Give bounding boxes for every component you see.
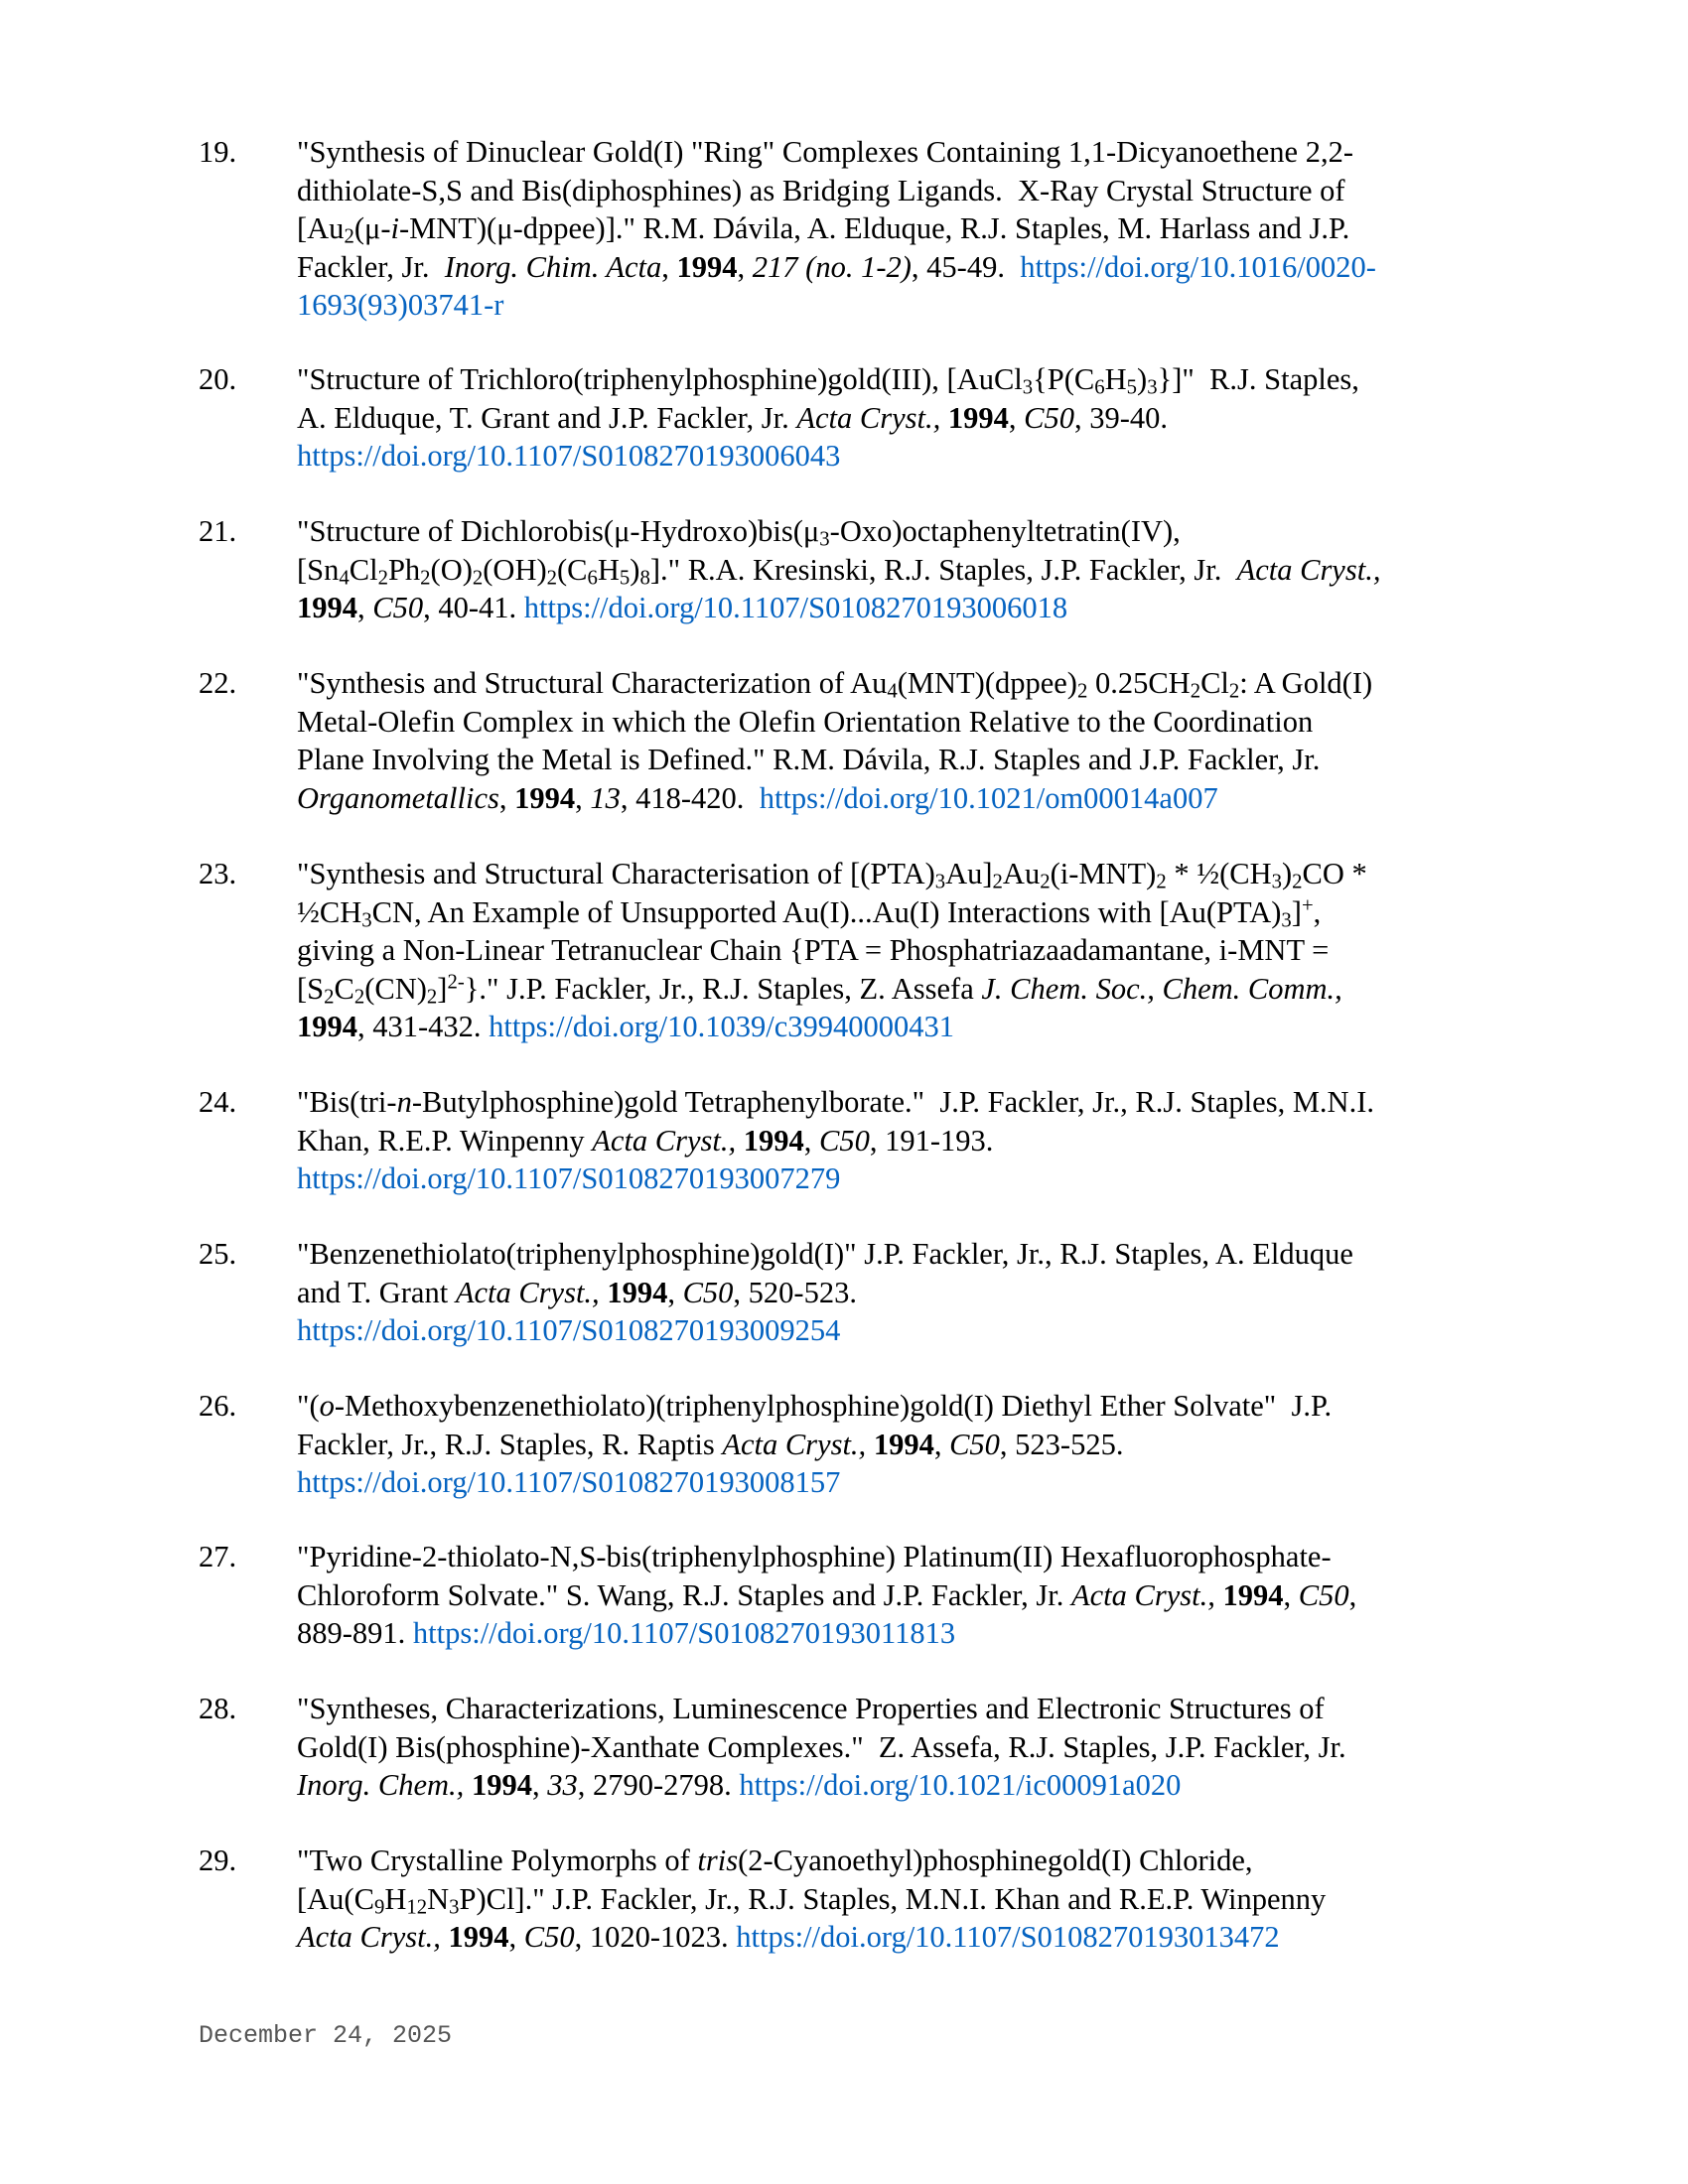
reference-number: 24.: [199, 1085, 237, 1119]
reference-number: 27.: [199, 1540, 237, 1573]
doi-link[interactable]: https://doi.org/10.1039/c39940000431: [489, 1010, 954, 1043]
reference-text: "Structure of Trichloro(triphenylphosphine)gold(III), $[AuCl_3\{P(C_6H_5)_3\}]$" R.J. Staples, A. Elduque, T. Grant and J.P. Fackler, Jr. Acta Cryst., 1994, C50, 39-40. https://doi.org/10.1107/S0108270193006043: [297, 362, 1359, 473]
reference-text: "Benzenethiolato(triphenylphosphine)gold(I)" J.P. Fackler, Jr., R.J. Staples, A. Elduque and T. Grant Acta Cryst., 1994, C50, 520-523. https://doi.org/10.1107/S0108270193009254: [297, 1237, 1353, 1347]
doi-link[interactable]: https://doi.org/10.1107/S0108270193006018: [523, 591, 1068, 624]
footer-date: December 24, 2025: [199, 2021, 453, 2050]
doi-link[interactable]: https://doi.org/10.1021/om00014a007: [759, 780, 1218, 815]
reference-number: 20.: [199, 362, 237, 396]
reference-number: 19.: [199, 135, 237, 169]
doi-link[interactable]: https://doi.org/10.1107/S0108270193013472: [736, 1920, 1280, 1954]
reference-text: "Structure of $Dichlorobis(\mu-Hydroxo)bis(\mu_3-Oxo)octaphenyltetratin(IV)$, $[Sn_4Cl_2Ph_2(O)_2(OH)_2(C_6H_5)_8]$." R.A. Kresinski, R.J. Staples, J.P. Fackler, Jr. Acta Cryst., 1994, C50, 40-41. https://doi.org/10.1107/S0108270193006018: [297, 514, 1381, 624]
reference-text: "Pyridine-2-thiolato-N,S-bis(triphenylphosphine) Platinum(II) Hexafluorophosphate- Chloroform Solvate." S. Wang, R.J. Staples and J.P. Fackler, Jr. Acta Cryst., 1994, C50, 889-891. https://doi.org/10.1107/S0108270193011813: [297, 1540, 1357, 1650]
reference-text: "Two Crystalline Polymorphs of tris(2-Cyanoethyl)phosphinegold(I) Chloride, $[Au(C_9H_{12}N_3P)Cl]$." J.P. Fackler, Jr., R.J. Staples, M.N.I. Khan and R.E.P. Winpenny Acta Cryst., 1994, C50, 1020-1023. https://doi.org/10.1107/S0108270193013472: [297, 1843, 1327, 1954]
reference-number: 25.: [199, 1237, 237, 1271]
reference-number: 29.: [199, 1843, 237, 1877]
reference-text: "Syntheses, Characterizations, Luminescence Properties and Electronic Structures of Gold(I) Bis(phosphine)-Xanthate Complexes." Z. Assefa, R.J. Staples, J.P. Fackler, Jr. Inorg. Chem., 1994, 33, 2790-2798. https://doi.org/10.1021/ic00091a020: [297, 1692, 1346, 1802]
reference-number: 22.: [199, 666, 237, 700]
reference-text: "Synthesis and Structural Characterization of $Au_4(MNT)(dppee)_2$ $0.25CH_2Cl_2$: A Gold(I) Metal-Olefin Complex in which the Olefin Orientation Relative to the Coordination Plane Involving the Metal is Defined." R.M. Dávila, R.J. Staples and J.P. Fackler, Jr. Organometallics, 1994, 13, 418-420. https://doi.org/10.1021/om00014a007: [297, 666, 1373, 815]
doi-link[interactable]: https://doi.org/10.1107/S0108270193006043: [297, 439, 841, 473]
reference-text: "Bis(tri-n-Butylphosphine)gold Tetraphenylborate." J.P. Fackler, Jr., R.J. Staples, M.N.I. Khan, R.E.P. Winpenny Acta Cryst., 1994, C50, 191-193. https://doi.org/10.1107/S0108270193007279: [297, 1085, 1374, 1195]
doi-link[interactable]: https://doi.org/10.1021/ic00091a020: [739, 1768, 1182, 1802]
reference-number: 28.: [199, 1692, 237, 1725]
reference-text: "Synthesis of Dinuclear Gold(I) "Ring" Complexes Containing 1,1-Dicyanoethene 2,2- dithiolate-S,S and Bis(diphosphines) as Bridging Ligands. X-Ray Crystal Structure of $[Au_2(\mu-i-MNT)(\mu-dppee)]$." R.M. Dávila, A. Elduque, R.J. Staples, M. Harlass and J.P. Fackler, Jr. Inorg. Chim. Acta, 1994, 217 (no. 1-2), 45-49. https://doi.org/10.1016/0020-1693(93)03741-r: [297, 135, 1376, 322]
reference-number: 21.: [199, 514, 237, 548]
doi-link[interactable]: https://doi.org/10.1107/S0108270193011813: [412, 1616, 956, 1650]
doi-link[interactable]: https://doi.org/10.1107/S0108270193009254: [297, 1313, 841, 1347]
reference-number: 23.: [199, 857, 237, 890]
reference-number: 26.: [199, 1389, 237, 1423]
doi-link[interactable]: https://doi.org/10.1016/0020-1693(93)03741-r: [297, 249, 1376, 322]
doi-link[interactable]: https://doi.org/10.1107/S0108270193007279: [297, 1161, 841, 1195]
reference-text: "(o-Methoxybenzenethiolato)(triphenylphosphine)gold(I) Diethyl Ether Solvate" J.P. Fackler, Jr., R.J. Staples, R. Raptis Acta Cryst., 1994, C50, 523-525. https://doi.org/10.1107/S0108270193008157: [297, 1389, 1333, 1499]
doi-link[interactable]: https://doi.org/10.1107/S0108270193008157: [297, 1465, 841, 1499]
reference-text: "Synthesis and Structural Characterisation of $[(PTA)_3Au]_2Au_2(i-MNT)_2$ * $\frac{1}{2}(CH_3)_2CO$ * $\frac{1}{2}CH_3CN$, An Example of Unsupported Au(I)...Au(I) Interactions with $[Au(PTA)_3]^+$, giving a Non-Linear Tetranuclear Chain {PTA = Phosphatriazaadamantane, i-MNT = $[S_2C_2(CN)_2]^{2-}$}." J.P. Fackler, Jr., R.J. Staples, Z. Assefa J. Chem. Soc., Chem. Comm., 1994, 431-432. https://doi.org/10.1039/c39940000431: [297, 857, 1367, 1043]
